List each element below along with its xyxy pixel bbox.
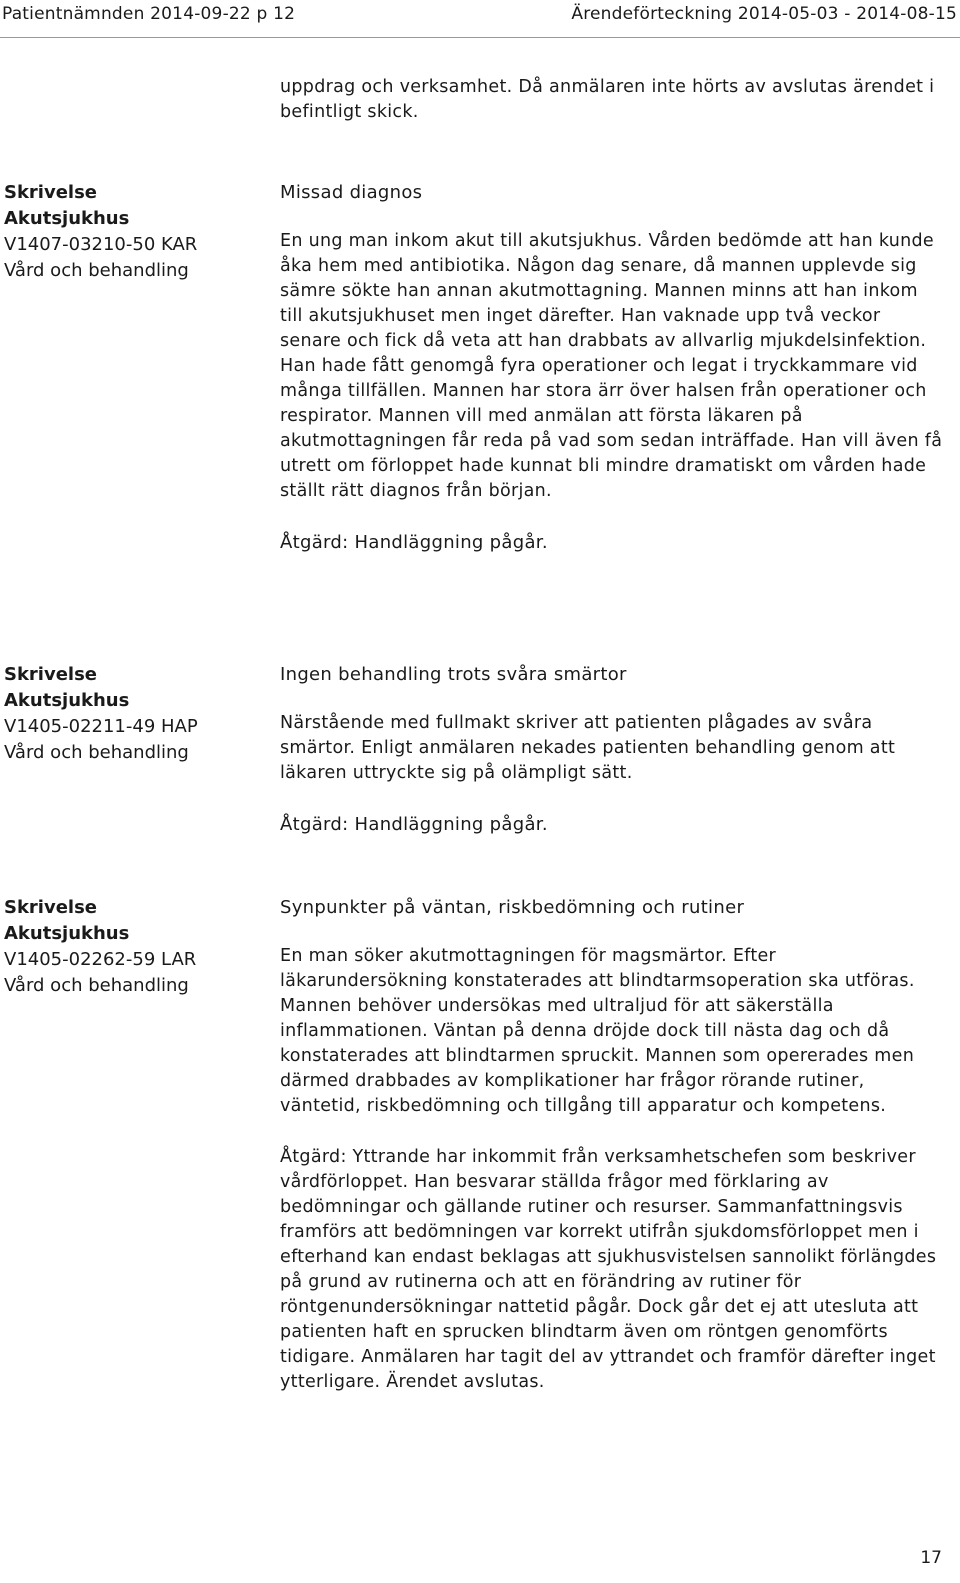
case-meta	[4, 662, 274, 766]
case-meta	[4, 180, 274, 284]
case-body	[280, 662, 945, 837]
case-unit: Akutsjukhus	[4, 690, 130, 711]
continuation-text: uppdrag och verksamhet. Då anmälaren inte hörts av avslutas ärendet i befintligt skick.	[280, 77, 935, 122]
case-category: Vård och behandling	[4, 975, 189, 996]
case-unit: Akutsjukhus	[4, 208, 130, 229]
page-number: 17	[920, 1548, 942, 1568]
case-unit: Akutsjukhus	[4, 923, 130, 944]
page-header	[0, 0, 960, 38]
case-id: V1405-02262-59 LAR	[4, 949, 197, 970]
case-description: En ung man inkom akut till akutsjukhus. Vården bedömde att han kunde åka hem med antibiotika. Någon dag senare, då mannen upplevde sig sämre sökte han annan akutmottagning. Mannen minns att han inkom till akutsjukhuset men inget därefter. Han vaknade upp två veckor senare och fick då veta att han drabbats av allvarlig mjukdelsinfektion. Han hade fått genomgå fyra operationer och legat i tryckkammare vid många tillfällen. Mannen har stora ärr över halsen från operationer och respirator. Mannen vill med anmälan att första läkaren på akutmottagningen får reda på vad som sedan inträffade. Han vill även få utrett om förloppet hade kunnat bli mindre dramatiskt om vården hade ställt rätt diagnos från början.	[280, 231, 943, 501]
case-title: Ingen behandling trots svåra smärtor	[280, 664, 627, 685]
header-divider	[0, 37, 960, 38]
case-body	[280, 895, 945, 1395]
case-type: Skrivelse	[4, 897, 98, 918]
case-action: Åtgärd: Yttrande har inkommit från verksamhetschefen som beskriver vårdförloppet. Han besvarar ställda frågor med förklaring av bedömningar och gällande rutiner och resurser. Sammanfattningsvis framförs att bedömningen var korrekt utifrån sjukdomsförloppet men i efterhand kan endast beklagas att sjukhusvistelsen sannolikt förlängdes på grund av rutinerna och att en förändring av rutiner för röntgenundersökningar nattetid pågår. Dock går det ej att utesluta att patienten haft en sprucken blindtarm även om röntgen genomförts tidigare. Anmälaren har tagit del av yttrandet och framför därefter inget ytterligare. Ärendet avslutas.	[280, 1147, 937, 1392]
case-body	[280, 180, 945, 555]
header-right-text: Ärendeförteckning 2014-05-03 - 2014-08-15	[571, 4, 957, 24]
case-type: Skrivelse	[4, 664, 98, 685]
case-id: V1405-02211-49 HAP	[4, 716, 198, 737]
case-id: V1407-03210-50 KAR	[4, 234, 198, 255]
case-action: Åtgärd: Handläggning pågår.	[280, 532, 548, 553]
case-meta	[4, 895, 274, 999]
header-left-text: Patientnämnden 2014-09-22 p 12	[2, 4, 296, 24]
case-category: Vård och behandling	[4, 742, 189, 763]
case-action: Åtgärd: Handläggning pågår.	[280, 814, 548, 835]
case-title: Missad diagnos	[280, 182, 423, 203]
case-description: Närstående med fullmakt skriver att patienten plågades av svåra smärtor. Enligt anmälaren nekades patienten behandling genom att läkaren uttryckte sig på olämpligt sätt.	[280, 713, 896, 783]
case-title: Synpunkter på väntan, riskbedömning och rutiner	[280, 897, 745, 918]
case-category: Vård och behandling	[4, 260, 189, 281]
case-type: Skrivelse	[4, 182, 98, 203]
case-description: En man söker akutmottagningen för magsmärtor. Efter läkarundersökning konstaterades att blindtarmsoperation ska utföras. Mannen behöver undersökas med ultraljud för att säkerställa inflammationen. Väntan på denna dröjde dock till nästa dag och då konstaterades att blindtarmen spruckit. Mannen som opererades men därmed drabbades av komplikationer har frågor rörande rutiner, väntetid, riskbedömning och tillgång till apparatur och kompetens.	[280, 946, 915, 1116]
